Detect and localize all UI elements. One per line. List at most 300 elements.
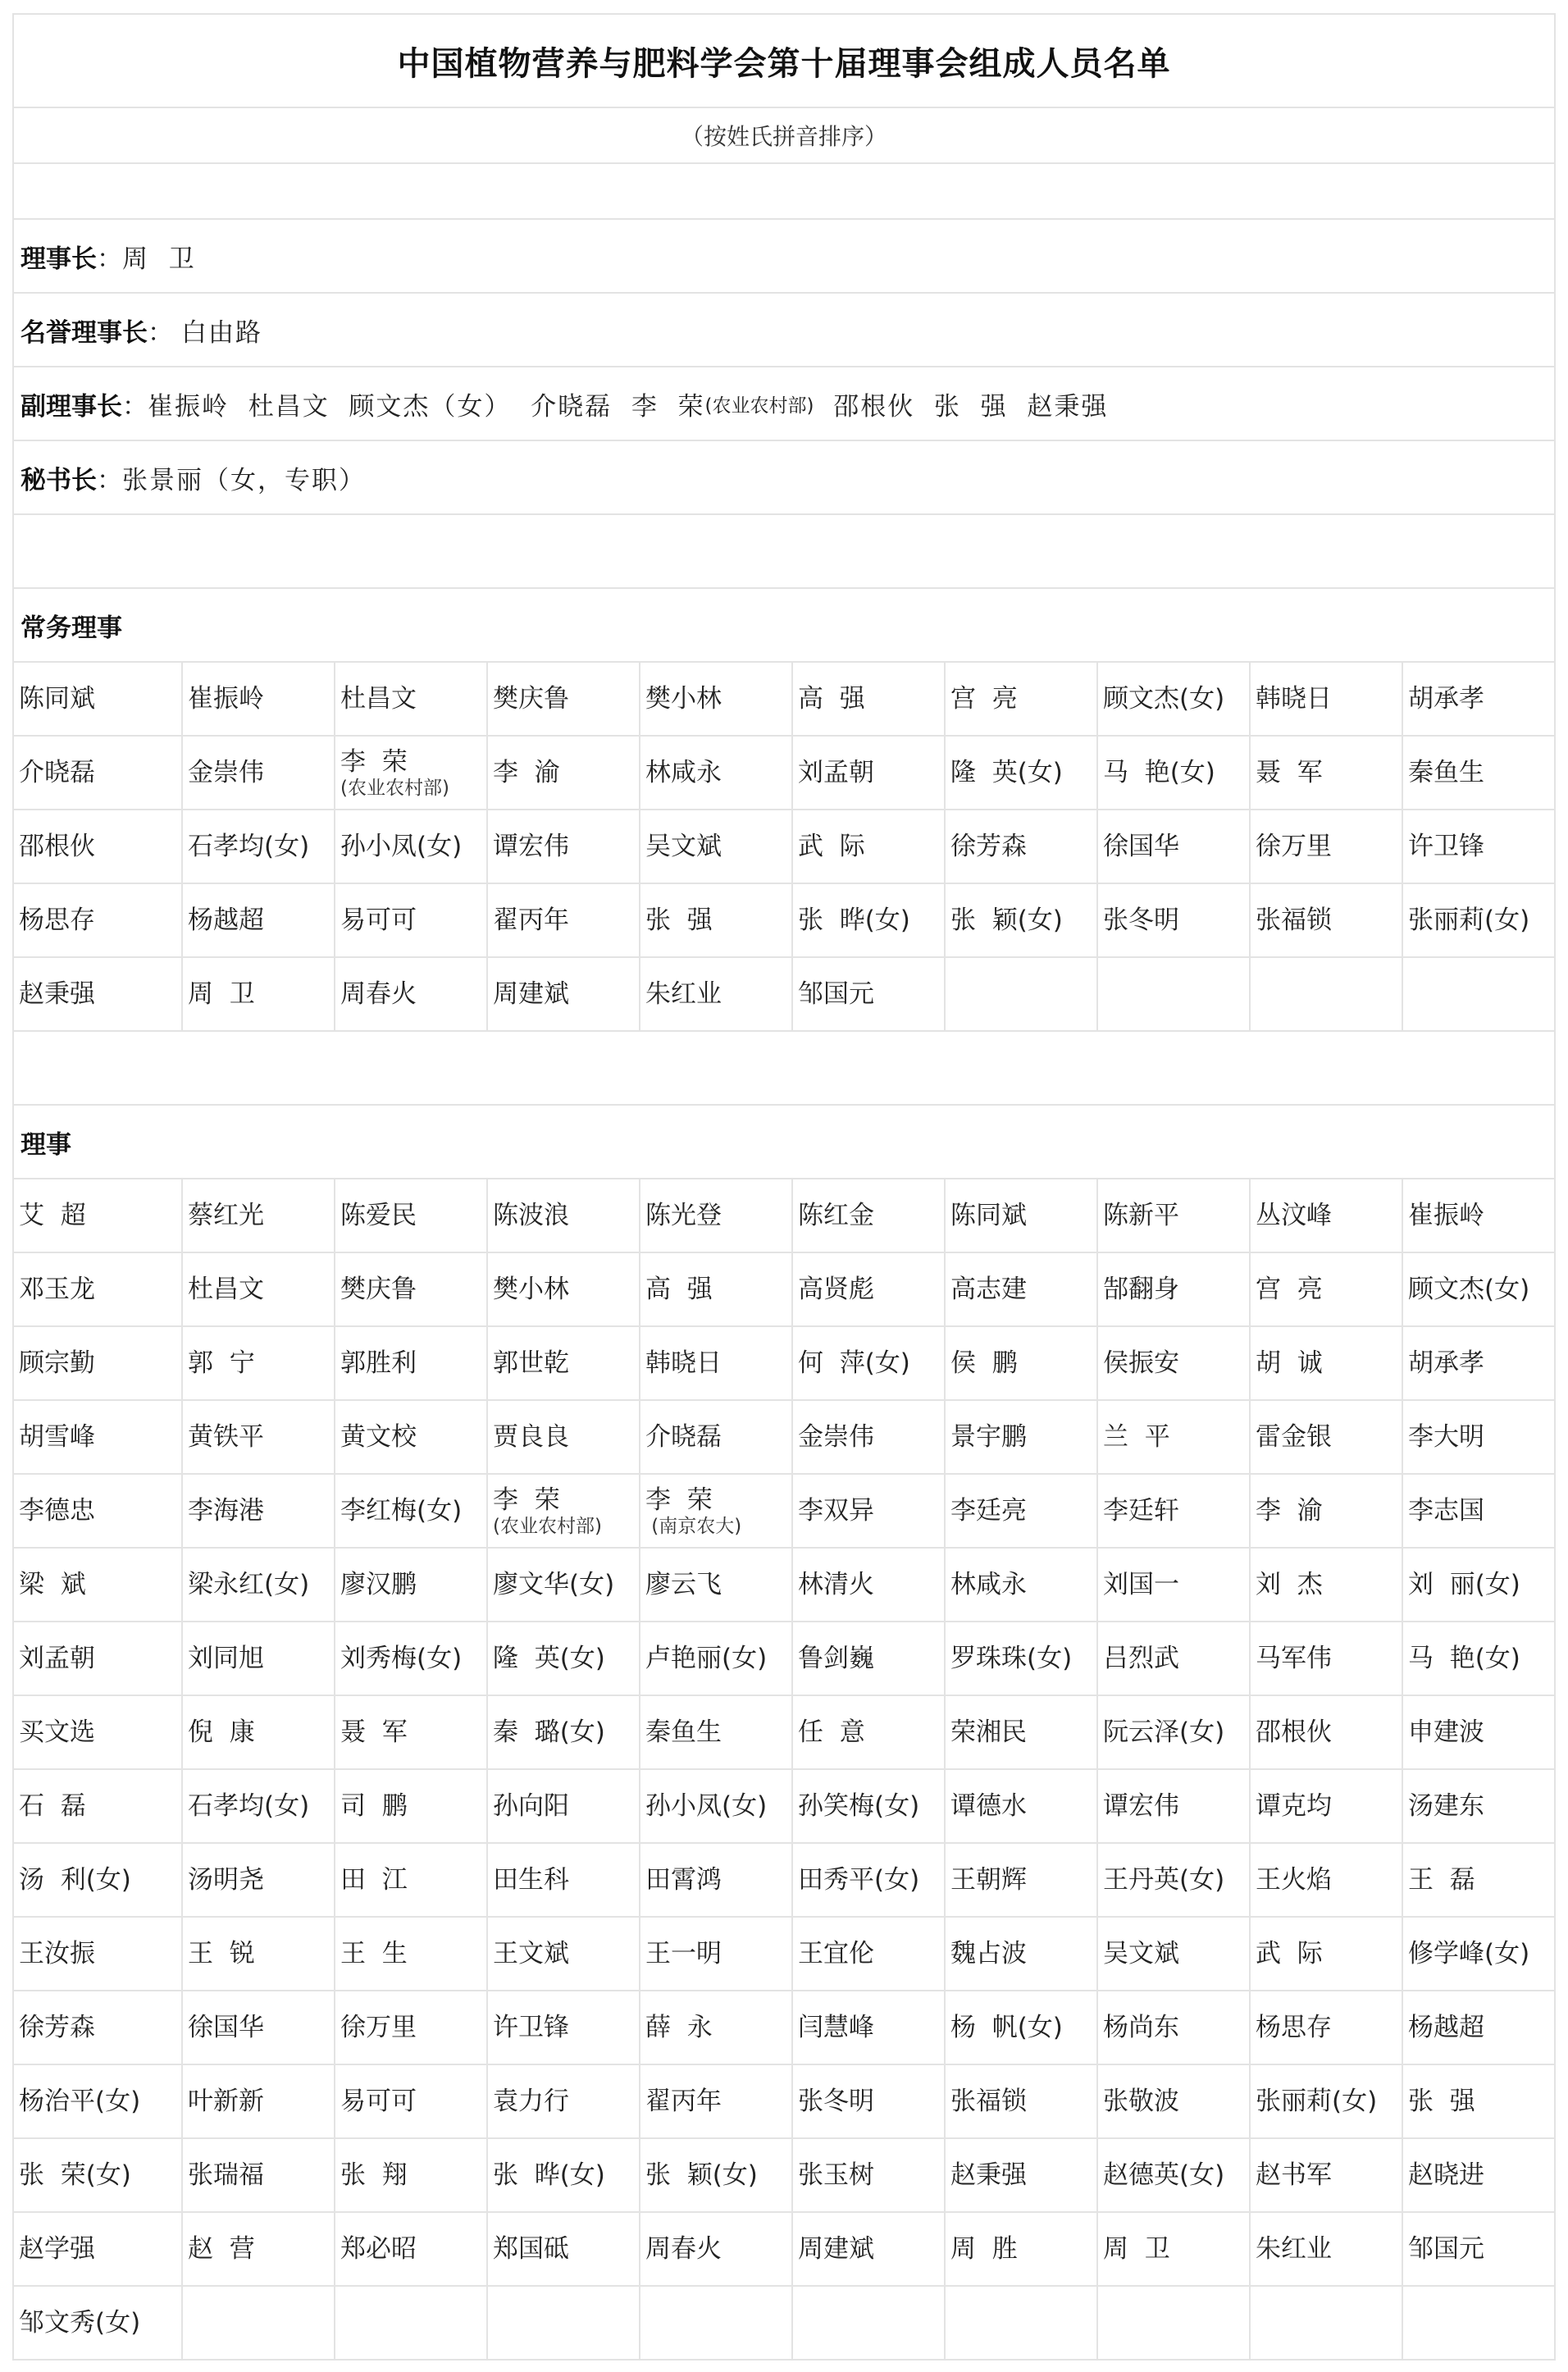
member-cell (1098, 1475, 1251, 1547)
member-cell (1251, 1179, 1403, 1252)
member-cell (946, 810, 1098, 883)
member-name: 马军伟 (1256, 1644, 1332, 1673)
member-name: 王一明 (645, 1939, 722, 1968)
member-name: 李 荣 (340, 747, 408, 777)
member-name: 郑必昭 (340, 2234, 417, 2264)
member-cell (1403, 2065, 1556, 2137)
member-name: 许卫锋 (1408, 832, 1484, 861)
member-name: 张 强 (1408, 2087, 1475, 2116)
member-name: 马 艳(女) (1408, 1644, 1520, 1673)
member-name: 申建波 (1408, 1717, 1484, 1747)
member-cell (488, 884, 640, 956)
member-name: 李廷亮 (950, 1496, 1027, 1526)
member-cell (1251, 2139, 1403, 2211)
member-cell (946, 2065, 1098, 2137)
member-cell (183, 1327, 335, 1399)
member-name: 周建斌 (493, 979, 569, 1009)
empty-cell (335, 2287, 488, 2359)
member-name: 易可可 (340, 905, 417, 935)
member-name: 翟丙年 (493, 905, 569, 935)
member-cell (793, 1770, 946, 1842)
member-name: 何 萍(女) (798, 1348, 910, 1378)
member-cell (640, 1918, 793, 1990)
member-name: 杨 帆(女) (950, 2013, 1063, 2042)
member-name: 任 意 (798, 1717, 865, 1747)
member-name: 张冬明 (1103, 905, 1179, 935)
member-name: 周春火 (645, 2234, 722, 2264)
table-row (14, 1844, 1556, 1918)
member-name: 杨尚东 (1103, 2013, 1179, 2042)
member-name: 秦 璐(女) (493, 1717, 605, 1747)
member-cell (793, 1253, 946, 1325)
member-cell (1098, 1696, 1251, 1768)
member-name: 赵书军 (1256, 2160, 1332, 2190)
empty-cell (793, 2287, 946, 2359)
member-name: 孙向阳 (493, 1791, 569, 1821)
member-name: 邵根伙 (19, 832, 95, 861)
member-name: 修学峰(女) (1408, 1939, 1530, 1968)
member-name: 刘孟朝 (19, 1644, 95, 1673)
member-cell (1251, 1991, 1403, 2064)
member-cell (946, 884, 1098, 956)
member-name: 谭克均 (1256, 1791, 1332, 1821)
member-name: 林咸永 (950, 1570, 1027, 1599)
member-name: 徐国华 (188, 2013, 264, 2042)
member-name: 徐万里 (340, 2013, 417, 2042)
member-cell (946, 737, 1098, 809)
member-cell (1098, 810, 1251, 883)
member-cell (183, 1770, 335, 1842)
member-cell (335, 1327, 488, 1399)
member-cell (183, 1475, 335, 1547)
member-affiliation: (农业农村部) (340, 778, 449, 799)
member-name: 孙笑梅(女) (798, 1791, 920, 1821)
member-name: 侯振安 (1103, 1348, 1179, 1378)
member-name: 谭宏伟 (1103, 1791, 1179, 1821)
member-cell (1403, 1549, 1556, 1621)
member-cell (793, 2065, 946, 2137)
member-cell (183, 737, 335, 809)
member-name: 袁力行 (493, 2087, 569, 2116)
member-cell (793, 663, 946, 735)
member-cell (14, 1475, 183, 1547)
member-name: 石孝均(女) (188, 1791, 310, 1821)
table-row (14, 2065, 1556, 2139)
member-cell (1251, 810, 1403, 883)
member-name: 吕烈武 (1103, 1644, 1179, 1673)
member-name: 阮云泽(女) (1103, 1717, 1225, 1747)
secretary-general-label: 秘书长 (21, 465, 97, 495)
member-cell (14, 2213, 183, 2285)
empty-cell (488, 2287, 640, 2359)
member-cell (335, 663, 488, 735)
member-name: 朱红业 (645, 979, 722, 1009)
member-name: 金崇伟 (798, 1422, 874, 1452)
member-name: 邹国元 (798, 979, 874, 1009)
member-name: 李 荣 (645, 1485, 713, 1515)
member-name: 周 胜 (950, 2234, 1018, 2264)
member-cell (335, 1549, 488, 1621)
blank-row (14, 164, 1556, 220)
member-cell (1251, 1549, 1403, 1621)
member-name: 罗珠珠(女) (950, 1644, 1073, 1673)
member-cell (488, 1844, 640, 1916)
member-cell (1251, 663, 1403, 735)
member-cell (335, 810, 488, 883)
member-name: 陈光登 (645, 1201, 722, 1230)
member-name: 邹国元 (1408, 2234, 1484, 2264)
member-cell (335, 737, 488, 809)
member-cell (14, 737, 183, 809)
member-cell (793, 2139, 946, 2211)
vice-presidents-names-cont: 邵根伙 张 强 赵秉强 (814, 391, 1109, 422)
member-cell (946, 1327, 1098, 1399)
member-cell (1403, 2139, 1556, 2211)
empty-cell (640, 2287, 793, 2359)
member-name: 胡承孝 (1408, 1348, 1484, 1378)
member-cell (14, 1770, 183, 1842)
member-cell (183, 2213, 335, 2285)
member-name: 杨思存 (19, 905, 95, 935)
vice-presidents-sep: ： (122, 391, 148, 422)
member-cell (946, 1918, 1098, 1990)
member-name: 聂 军 (340, 1717, 408, 1747)
member-name: 高贤彪 (798, 1275, 874, 1304)
president-sep: ： (97, 244, 122, 274)
member-cell (335, 958, 488, 1030)
table-row (14, 1696, 1556, 1770)
secretary-general-row (14, 441, 1556, 515)
member-name: 杨越超 (188, 905, 264, 935)
member-cell (1403, 2213, 1556, 2285)
member-cell (946, 2213, 1098, 2285)
member-cell (488, 1179, 640, 1252)
member-cell (335, 1844, 488, 1916)
member-name: 雷金银 (1256, 1422, 1332, 1452)
member-name: 周 卫 (1103, 2234, 1170, 2264)
member-cell (183, 958, 335, 1030)
member-cell (1098, 1991, 1251, 2064)
member-cell (1251, 884, 1403, 956)
member-name: 隆 英(女) (950, 758, 1063, 787)
blank-row (14, 1032, 1556, 1106)
member-name: 翟丙年 (645, 2087, 722, 2116)
member-name: 李廷轩 (1103, 1496, 1179, 1526)
member-cell (335, 1622, 488, 1695)
member-cell (14, 1622, 183, 1695)
member-cell (183, 1622, 335, 1695)
member-cell (183, 884, 335, 956)
member-cell (1403, 1327, 1556, 1399)
member-cell (1251, 1622, 1403, 1695)
member-cell (14, 2139, 183, 2211)
member-name: 郑国砥 (493, 2234, 569, 2264)
member-name: 田生科 (493, 1865, 569, 1895)
member-cell (488, 958, 640, 1030)
member-cell (1098, 1844, 1251, 1916)
member-name: 魏占波 (950, 1939, 1027, 1968)
member-cell (1251, 1696, 1403, 1768)
member-cell (1403, 1844, 1556, 1916)
member-cell (488, 1475, 640, 1547)
member-cell (793, 1844, 946, 1916)
member-name: 许卫锋 (493, 2013, 569, 2042)
member-name: 汤明尧 (188, 1865, 264, 1895)
member-cell (14, 1179, 183, 1252)
empty-cell (1403, 2287, 1556, 2359)
empty-cell (946, 958, 1098, 1030)
member-name: 周建斌 (798, 2234, 874, 2264)
member-cell (1251, 1844, 1403, 1916)
member-name: 高志建 (950, 1275, 1027, 1304)
member-name: 隆 英(女) (493, 1644, 605, 1673)
member-name: 赵晓进 (1408, 2160, 1484, 2190)
member-cell (793, 884, 946, 956)
secretary-general-value: 张景丽（女，专职） (122, 465, 366, 495)
table-row (14, 2287, 1556, 2361)
member-cell (183, 2139, 335, 2211)
member-cell (488, 2213, 640, 2285)
table-row (14, 737, 1556, 810)
member-cell (946, 1844, 1098, 1916)
member-name: 杨思存 (1256, 2013, 1332, 2042)
member-name: 刘国一 (1103, 1570, 1179, 1599)
member-cell (640, 1327, 793, 1399)
member-name: 侯 鹏 (950, 1348, 1018, 1378)
member-name: 林清火 (798, 1570, 874, 1599)
member-cell (640, 1179, 793, 1252)
member-name: 杨治平(女) (19, 2087, 141, 2116)
member-name: 李德忠 (19, 1496, 95, 1526)
member-name: 王丹英(女) (1103, 1865, 1225, 1895)
member-cell (793, 958, 946, 1030)
table-row (14, 1918, 1556, 1991)
empty-cell (946, 2287, 1098, 2359)
member-name: 张敬波 (1103, 2087, 1179, 2116)
member-cell (640, 737, 793, 809)
member-cell (793, 1549, 946, 1621)
title-row (14, 15, 1556, 108)
member-cell (488, 1549, 640, 1621)
member-name: 徐万里 (1256, 832, 1332, 861)
member-cell (640, 1622, 793, 1695)
document-subtitle: （按姓氏拼音排序） (14, 108, 1556, 162)
vice-presidents-label: 副理事长 (21, 391, 122, 422)
member-name: 樊庆鲁 (340, 1275, 417, 1304)
member-name: 田秀平(女) (798, 1865, 920, 1895)
member-name: 鲁剑巍 (798, 1644, 874, 1673)
member-name: 樊庆鲁 (493, 684, 569, 714)
member-cell (335, 1401, 488, 1473)
member-name: 买文选 (19, 1717, 95, 1747)
empty-cell (1251, 2287, 1403, 2359)
member-cell (183, 1991, 335, 2064)
member-cell (946, 1991, 1098, 2064)
vice-president-affiliation-note: (农业农村部) (704, 395, 814, 417)
member-affiliation: (农业农村部) (493, 1516, 602, 1537)
member-cell (946, 1549, 1098, 1621)
member-name: 孙小凤(女) (340, 832, 463, 861)
member-name: 张冬明 (798, 2087, 874, 2116)
member-cell (1098, 737, 1251, 809)
member-name: 张 翔 (340, 2160, 408, 2190)
member-name: 王文斌 (493, 1939, 569, 1968)
member-cell (793, 810, 946, 883)
member-cell (14, 1918, 183, 1990)
member-name: 徐芳森 (19, 2013, 95, 2042)
member-name: 张丽莉(女) (1408, 905, 1530, 935)
member-cell (640, 2065, 793, 2137)
member-name: 梁永红(女) (188, 1570, 310, 1599)
member-name: 赵秉强 (950, 2160, 1027, 2190)
member-cell (946, 1475, 1098, 1547)
member-cell (1251, 1401, 1403, 1473)
member-cell (14, 1327, 183, 1399)
member-cell (1098, 1918, 1251, 1990)
member-name: 张丽莉(女) (1256, 2087, 1378, 2116)
council-heading-row (14, 1106, 1556, 1179)
member-name: 陈爱民 (340, 1201, 417, 1230)
member-name: 陈同斌 (19, 684, 95, 714)
member-name: 贾良良 (493, 1422, 569, 1452)
member-cell (640, 2213, 793, 2285)
member-name: 李 荣 (493, 1485, 560, 1515)
member-cell (793, 1918, 946, 1990)
member-name: 赵秉强 (19, 979, 95, 1009)
member-name: 黄文校 (340, 1422, 417, 1452)
table-row (14, 884, 1556, 958)
member-name: 易可可 (340, 2087, 417, 2116)
member-cell (946, 663, 1098, 735)
member-name: 田 江 (340, 1865, 408, 1895)
member-cell (488, 2065, 640, 2137)
member-name: 张 晔(女) (798, 905, 910, 935)
member-name: 胡 诚 (1256, 1348, 1323, 1378)
member-cell (488, 1622, 640, 1695)
member-cell (14, 1991, 183, 2064)
member-cell (14, 1696, 183, 1768)
member-cell (1403, 1696, 1556, 1768)
member-cell (335, 1918, 488, 1990)
table-row (14, 1622, 1556, 1696)
member-cell (488, 1327, 640, 1399)
member-name: 张玉树 (798, 2160, 874, 2190)
member-cell (14, 1253, 183, 1325)
member-name: 张福锁 (950, 2087, 1027, 2116)
member-cell (183, 1844, 335, 1916)
member-name: 李 渝 (1256, 1496, 1323, 1526)
table-row (14, 663, 1556, 737)
member-cell (1098, 2065, 1251, 2137)
honorary-president-value: 白由路 (181, 317, 262, 348)
member-cell (1098, 1549, 1251, 1621)
member-cell (183, 1401, 335, 1473)
member-cell (1098, 663, 1251, 735)
member-cell (488, 1696, 640, 1768)
member-name: 樊小林 (493, 1275, 569, 1304)
member-cell (1098, 1179, 1251, 1252)
member-name: 梁 斌 (19, 1570, 86, 1599)
member-name: 倪 康 (188, 1717, 255, 1747)
member-name: 武 际 (1256, 1939, 1323, 1968)
member-cell (1403, 810, 1556, 883)
standing-heading-row (14, 589, 1556, 663)
member-name: 赵学强 (19, 2234, 95, 2264)
member-cell (1251, 2065, 1403, 2137)
member-cell (1403, 737, 1556, 809)
member-name: 汤建东 (1408, 1791, 1484, 1821)
member-cell (335, 1696, 488, 1768)
member-name: 张瑞福 (188, 2160, 264, 2190)
member-name: 卢艳丽(女) (645, 1644, 768, 1673)
member-name: 崔振岭 (1408, 1201, 1484, 1230)
member-cell (640, 2139, 793, 2211)
honorary-president-sep: ： (148, 317, 173, 348)
member-cell (488, 810, 640, 883)
table-row (14, 1475, 1556, 1549)
member-name: 崔振岭 (188, 684, 264, 714)
member-name: 李海港 (188, 1496, 264, 1526)
member-cell (488, 1253, 640, 1325)
member-cell (946, 1696, 1098, 1768)
member-cell (1403, 1179, 1556, 1252)
member-cell (183, 663, 335, 735)
member-cell (946, 1253, 1098, 1325)
subtitle-row (14, 108, 1556, 164)
member-cell (488, 1918, 640, 1990)
member-name: 王朝辉 (950, 1865, 1027, 1895)
member-name: 张 荣(女) (19, 2160, 131, 2190)
empty-cell (183, 2287, 335, 2359)
member-name: 刘 杰 (1256, 1570, 1323, 1599)
member-cell (335, 1475, 488, 1547)
member-name: 郭世乾 (493, 1348, 569, 1378)
standing-members-grid (14, 663, 1556, 1032)
member-cell (183, 810, 335, 883)
table-row (14, 1549, 1556, 1622)
member-cell (640, 1253, 793, 1325)
member-name: 介晓磊 (19, 758, 95, 787)
council-members-grid (14, 1179, 1556, 2361)
member-cell (1403, 1770, 1556, 1842)
member-name: 薛 永 (645, 2013, 713, 2042)
member-name: 吴文斌 (1103, 1939, 1179, 1968)
member-name: 李大明 (1408, 1422, 1484, 1452)
member-cell (14, 810, 183, 883)
member-cell (946, 2139, 1098, 2211)
member-name: 徐国华 (1103, 832, 1179, 861)
vice-presidents-names: 崔振岭 杜昌文 顾文杰（女） 介晓磊 李 荣 (148, 391, 705, 422)
member-cell (640, 1991, 793, 2064)
member-name: 王 磊 (1408, 1865, 1475, 1895)
member-name: 王汝振 (19, 1939, 95, 1968)
member-cell (640, 1844, 793, 1916)
member-cell (488, 663, 640, 735)
table-row (14, 1253, 1556, 1327)
member-cell (793, 1401, 946, 1473)
member-name: 武 际 (798, 832, 865, 861)
member-name: 樊小林 (645, 684, 722, 714)
member-name: 张 颖(女) (950, 905, 1063, 935)
table-row (14, 1327, 1556, 1401)
member-cell (1098, 2139, 1251, 2211)
member-name: 陈红金 (798, 1201, 874, 1230)
member-name: 邵根伙 (1256, 1717, 1332, 1747)
member-cell (1098, 884, 1251, 956)
member-cell (1251, 1327, 1403, 1399)
member-cell (183, 1253, 335, 1325)
member-cell (488, 1770, 640, 1842)
